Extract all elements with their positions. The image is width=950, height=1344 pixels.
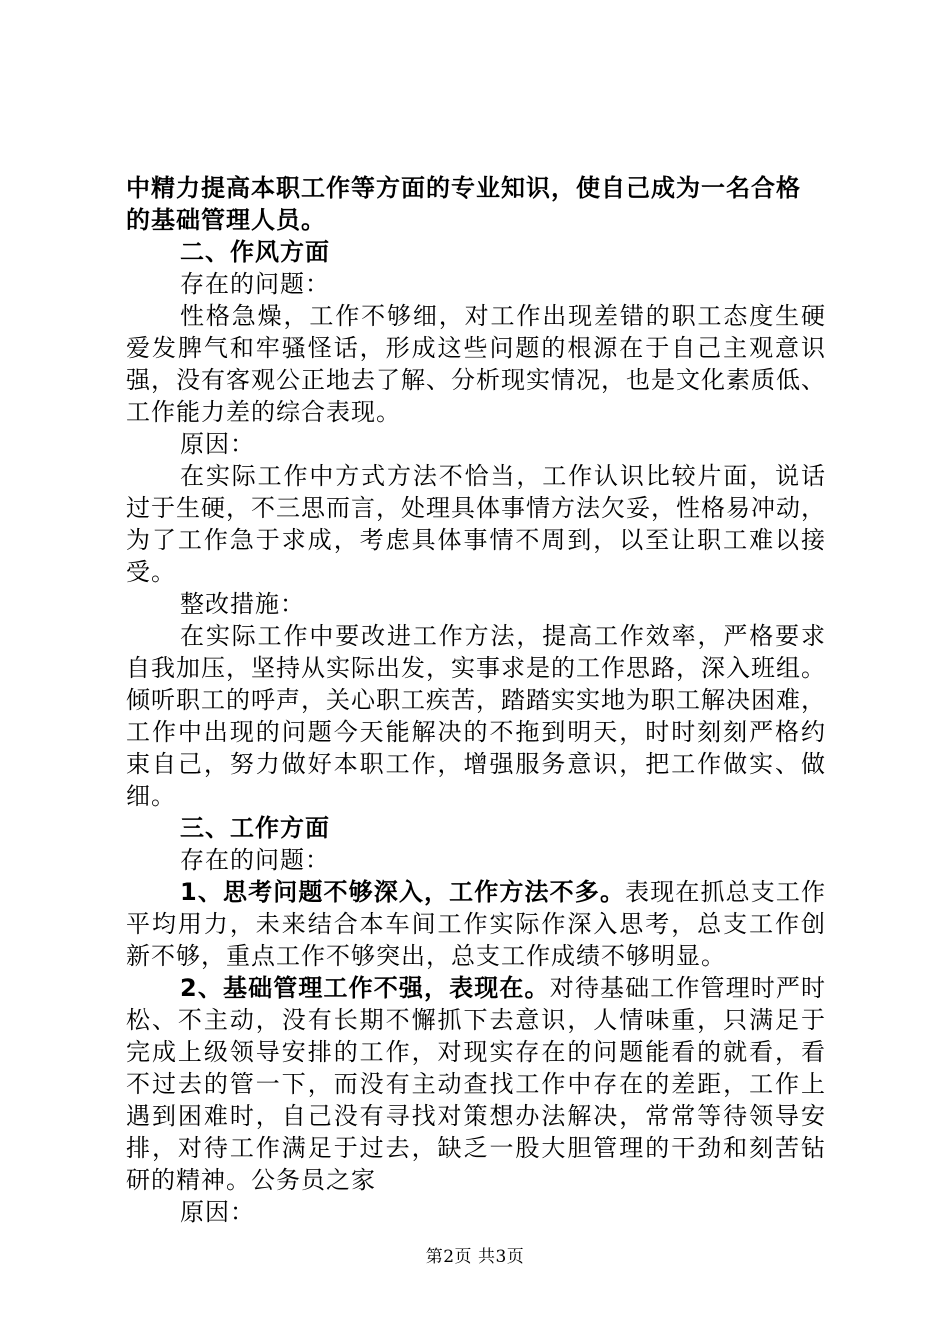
section-2-measures-line: 在实际工作中要改进工作方法，提高工作效率，严格要求 [180, 622, 826, 650]
section-2-cause-line: 在实际工作中方式方法不恰当，工作认识比较片面，说话 [180, 462, 826, 490]
section-2-measures-line: 细。 [126, 782, 176, 810]
section-2-problems-line: 强，没有客观公正地去了解、分析现实情况，也是文化素质低、 [126, 366, 826, 394]
intro-line-1: 中精力提高本职工作等方面的专业知识，使自己成为一名合格 [126, 174, 801, 202]
section-3-item-2-title: 2、基础管理工作不强，表现在。 [180, 974, 550, 1002]
section-2-heading: 二、作风方面 [180, 238, 330, 266]
section-3-item-2-line: 松、不主动，没有长期不懈抓下去意识，人情味重，只满足于 [126, 1006, 826, 1034]
section-3-cause-label: 原因： [180, 1198, 255, 1226]
section-3-problems-label: 存在的问题： [180, 846, 330, 874]
section-2-cause-line: 为了工作急于求成，考虑具体事情不周到，以至让职工难以接 [126, 526, 826, 554]
section-3-item-1-line: 平均用力，未来结合本车间工作实际作深入思考，总支工作创 [126, 910, 826, 938]
section-3-item-1-lead: 表现在抓总支工作 [625, 878, 826, 906]
section-3-item-1-first-line [126, 876, 826, 908]
section-2-cause-line: 过于生硬，不三思而言，处理具体事情方法欠妥，性格易冲动， [126, 494, 826, 522]
section-2-measures-line: 倾听职工的呼声，关心职工疾苦，踏踏实实地为职工解决困难， [126, 686, 826, 714]
section-2-measures-label: 整改措施： [180, 590, 305, 618]
section-3-heading: 三、工作方面 [180, 814, 330, 842]
section-3-item-2-first-line [126, 972, 826, 1004]
section-2-problems-line: 工作能力差的综合表现。 [126, 398, 401, 426]
section-3-item-2-line: 不过去的管一下，而没有主动查找工作中存在的差距，工作上 [126, 1070, 826, 1098]
intro-line-2: 的基础管理人员。 [126, 206, 326, 234]
section-3-item-2-line: 研的精神。公务员之家 [126, 1166, 376, 1194]
section-3-item-2-line: 排，对待工作满足于过去，缺乏一股大胆管理的干劲和刻苦钻 [126, 1134, 826, 1162]
section-3-item-2-line: 遇到困难时，自己没有寻找对策想办法解决，常常等待领导安 [126, 1102, 826, 1130]
page-footer: 第2页 共3页 [425, 1247, 525, 1267]
section-2-measures-line: 工作中出现的问题今天能解决的不拖到明天，时时刻刻严格约 [126, 718, 826, 746]
section-3-item-1-title: 1、思考问题不够深入，工作方法不多。 [180, 878, 626, 906]
section-3-item-2-lead: 对待基础工作管理时严时 [549, 974, 826, 1002]
section-2-measures-line: 自我加压，坚持从实际出发，实事求是的工作思路，深入班组。 [126, 654, 826, 682]
section-2-cause-line: 受。 [126, 558, 176, 586]
section-2-problems-label: 存在的问题： [180, 270, 330, 298]
section-2-cause-label: 原因： [180, 430, 255, 458]
section-3-item-1-line: 新不够，重点工作不够突出，总支工作成绩不够明显。 [126, 942, 726, 970]
section-2-problems-line: 爱发脾气和牢骚怪话，形成这些问题的根源在于自己主观意识 [126, 334, 826, 362]
section-3-item-2-line: 完成上级领导安排的工作，对现实存在的问题能看的就看，看 [126, 1038, 826, 1066]
document-body [126, 172, 826, 1228]
section-2-problems-line: 性格急燥，工作不够细，对工作出现差错的职工态度生硬 [180, 302, 826, 330]
section-2-measures-line: 束自己，努力做好本职工作，增强服务意识，把工作做实、做 [126, 750, 826, 778]
